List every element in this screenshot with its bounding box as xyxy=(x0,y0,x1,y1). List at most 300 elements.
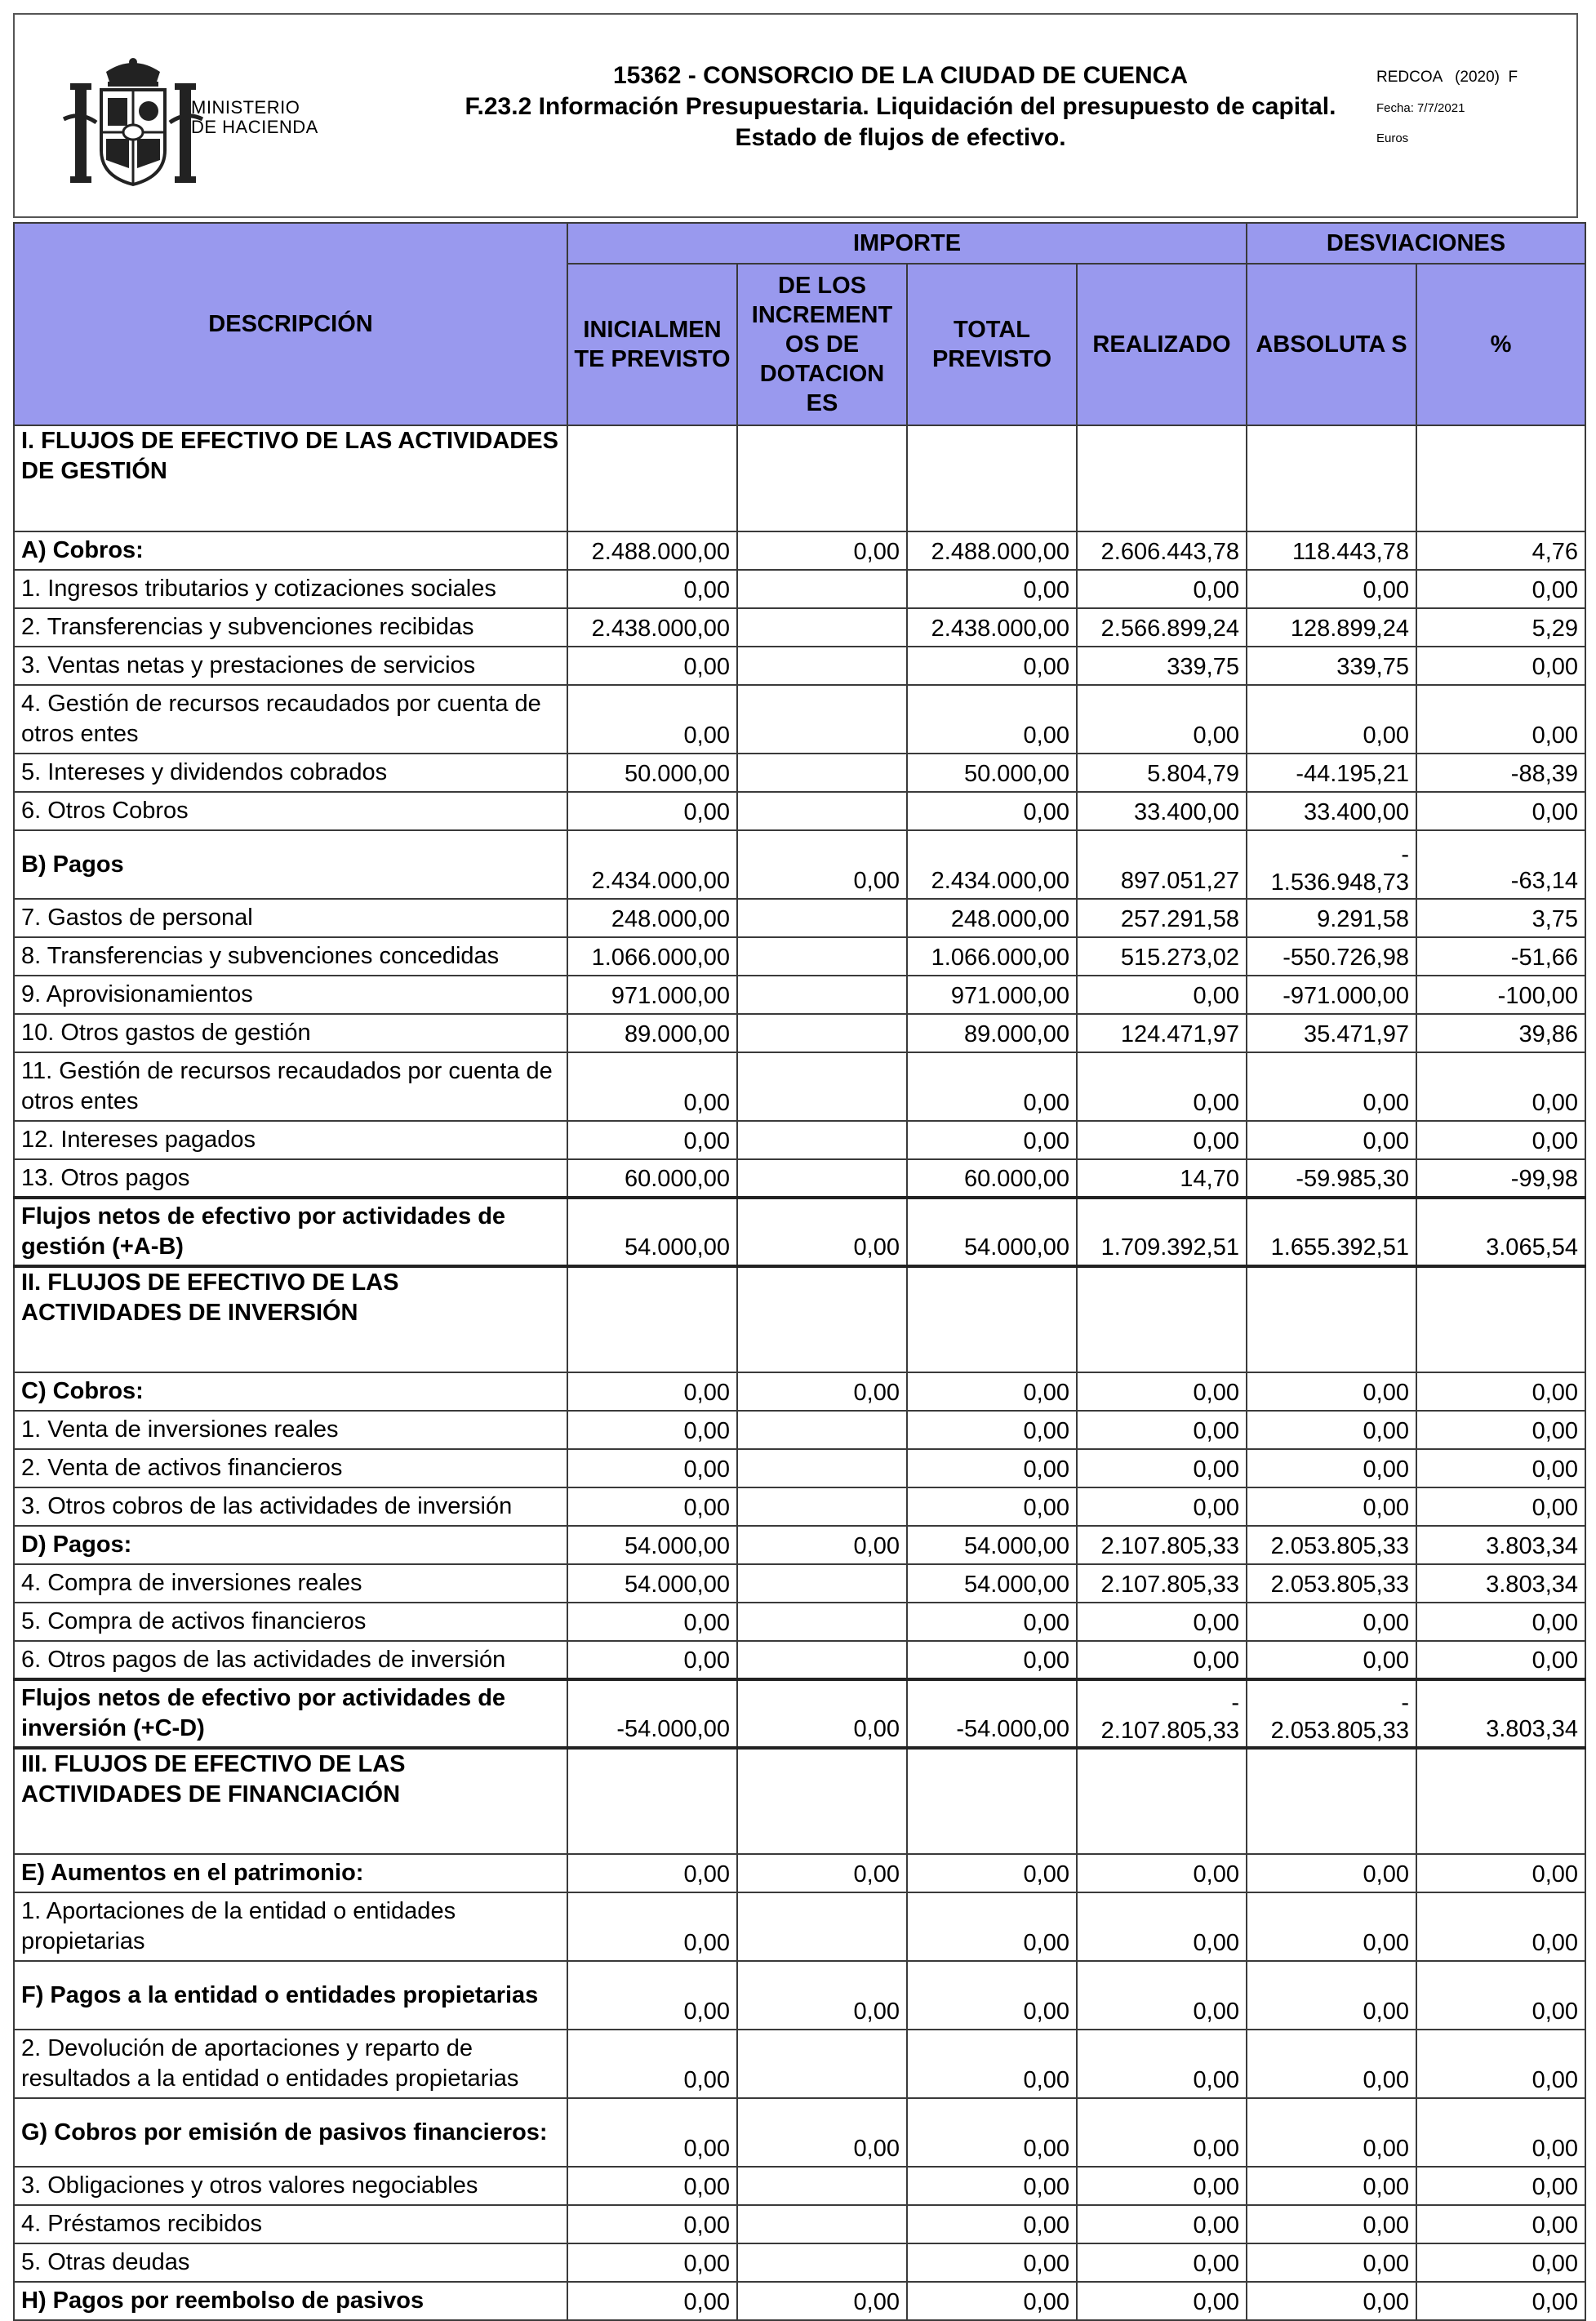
row-value: 0,00 xyxy=(1077,1372,1247,1411)
row-value: 0,00 xyxy=(567,1052,737,1121)
row-value: 3.803,34 xyxy=(1416,1564,1585,1603)
row-value: 0,00 xyxy=(567,1961,737,2030)
row-value: 0,00 xyxy=(737,1679,907,1748)
column-header-inicialmente-previsto: INICIALMEN TE PREVISTO xyxy=(567,264,737,425)
row-value: 118.443,78 xyxy=(1247,531,1416,570)
group-header-desviaciones: DESVIACIONES xyxy=(1247,223,1585,264)
table-row xyxy=(14,1892,1585,1961)
row-value: 0,00 xyxy=(907,647,1077,685)
row-value: 0,00 xyxy=(907,2098,1077,2167)
report-header xyxy=(13,13,1578,218)
row-value: -88,39 xyxy=(1416,754,1585,792)
row-value: 0,00 xyxy=(1416,2205,1585,2243)
row-value: 0,00 xyxy=(1077,1854,1247,1892)
row-value: 0,00 xyxy=(567,1121,737,1159)
row-value: 0,00 xyxy=(1077,2205,1247,2243)
row-value xyxy=(737,2205,907,2243)
row-value: 0,00 xyxy=(737,1198,907,1266)
row-value: 0,00 xyxy=(1416,1411,1585,1449)
row-value: -54.000,00 xyxy=(567,1679,737,1748)
row-value: 0,00 xyxy=(737,830,907,899)
row-value: -100,00 xyxy=(1416,976,1585,1014)
table-row xyxy=(14,1121,1585,1159)
row-value: 0,00 xyxy=(1416,1603,1585,1641)
row-value: 0,00 xyxy=(1247,2167,1416,2205)
row-value: 0,00 xyxy=(1247,2282,1416,2320)
table-row xyxy=(14,608,1585,647)
row-description: 4. Gestión de recursos recaudados por cuenta de otros entes xyxy=(14,685,567,754)
row-value: 3.803,34 xyxy=(1416,1679,1585,1748)
row-value: 0,00 xyxy=(1077,1449,1247,1487)
row-value: 0,00 xyxy=(1416,1449,1585,1487)
row-value: 0,00 xyxy=(1416,685,1585,754)
row-value: 0,00 xyxy=(907,2030,1077,2098)
column-header-realizado: REALIZADO xyxy=(1077,264,1247,425)
cash-flow-table xyxy=(13,222,1586,2321)
row-description: 6. Otros Cobros xyxy=(14,792,567,830)
row-value xyxy=(737,1564,907,1603)
row-description: 13. Otros pagos xyxy=(14,1159,567,1198)
row-value: 54.000,00 xyxy=(907,1526,1077,1564)
row-value: 9.291,58 xyxy=(1247,899,1416,937)
row-value: 0,00 xyxy=(1416,1121,1585,1159)
row-value: 2.438.000,00 xyxy=(907,608,1077,647)
table-row xyxy=(14,685,1585,754)
row-description: F) Pagos a la entidad o entidades propietarias xyxy=(14,1961,567,2030)
row-value: 0,00 xyxy=(1247,1854,1416,1892)
row-value: 0,00 xyxy=(1247,1449,1416,1487)
row-description: 2. Devolución de aportaciones y reparto de resultados a la entidad o entidades propietarias xyxy=(14,2030,567,2098)
row-value: -550.726,98 xyxy=(1247,937,1416,976)
row-value: 5,29 xyxy=(1416,608,1585,647)
row-description: Flujos netos de efectivo por actividades de gestión (+A-B) xyxy=(14,1198,567,1266)
row-description: III. FLUJOS DE EFECTIVO DE LAS ACTIVIDADES DE FINANCIACIÓN xyxy=(14,1748,567,1854)
row-value: 0,00 xyxy=(567,1449,737,1487)
row-value: 39,86 xyxy=(1416,1014,1585,1052)
row-value xyxy=(907,1748,1077,1854)
row-description: 2. Transferencias y subvenciones recibidas xyxy=(14,608,567,647)
table-row xyxy=(14,2243,1585,2282)
table-row xyxy=(14,2167,1585,2205)
row-value: 3.065,54 xyxy=(1416,1198,1585,1266)
row-value: 0,00 xyxy=(1077,1052,1247,1121)
table-row xyxy=(14,1266,1585,1372)
table-body xyxy=(14,425,1585,2320)
row-value: 248.000,00 xyxy=(907,899,1077,937)
row-value xyxy=(567,425,737,531)
report-title xyxy=(398,60,1403,153)
row-description: II. FLUJOS DE EFECTIVO DE LAS ACTIVIDADES DE INVERSIÓN xyxy=(14,1266,567,1372)
row-value: 2.488.000,00 xyxy=(907,531,1077,570)
row-value: 128.899,24 xyxy=(1247,608,1416,647)
row-value: 0,00 xyxy=(1416,1052,1585,1121)
row-value: 0,00 xyxy=(567,685,737,754)
ministry-name: MINISTERIO DE HACIENDA xyxy=(191,97,318,137)
table-row xyxy=(14,2098,1585,2167)
row-value: 2.434.000,00 xyxy=(907,830,1077,899)
row-description: 2. Venta de activos financieros xyxy=(14,1449,567,1487)
row-value xyxy=(737,647,907,685)
row-description: 4. Préstamos recibidos xyxy=(14,2205,567,2243)
row-value xyxy=(737,976,907,1014)
row-value xyxy=(1416,425,1585,531)
table-row xyxy=(14,1603,1585,1641)
table-row xyxy=(14,1564,1585,1603)
row-value xyxy=(737,570,907,608)
row-value: 3,75 xyxy=(1416,899,1585,937)
group-header-importe: IMPORTE xyxy=(567,223,1247,264)
row-value: 0,00 xyxy=(567,2282,737,2320)
row-value: 124.471,97 xyxy=(1077,1014,1247,1052)
row-value xyxy=(567,1266,737,1372)
table-row xyxy=(14,899,1585,937)
row-value: 0,00 xyxy=(737,531,907,570)
row-value: 2.053.805,33 xyxy=(1247,1564,1416,1603)
row-value xyxy=(1416,1266,1585,1372)
row-value: 0,00 xyxy=(1416,1641,1585,1679)
row-value: 54.000,00 xyxy=(567,1526,737,1564)
row-value xyxy=(737,1052,907,1121)
row-description: H) Pagos por reembolso de pasivos xyxy=(14,2282,567,2320)
row-value: 0,00 xyxy=(1247,685,1416,754)
form-subtitle: Estado de flujos de efectivo. xyxy=(735,124,1066,151)
row-value: - 1.536.948,73 xyxy=(1247,830,1416,899)
row-value: 0,00 xyxy=(1077,976,1247,1014)
row-description: 1. Venta de inversiones reales xyxy=(14,1411,567,1449)
row-value: 0,00 xyxy=(907,1641,1077,1679)
row-value: -44.195,21 xyxy=(1247,754,1416,792)
currency-unit: Euros xyxy=(1376,131,1409,145)
row-value: 0,00 xyxy=(907,1892,1077,1961)
row-value: 0,00 xyxy=(1077,2243,1247,2282)
report-date: Fecha: 7/7/2021 xyxy=(1376,101,1465,115)
row-value: 54.000,00 xyxy=(567,1564,737,1603)
row-value: 0,00 xyxy=(567,1641,737,1679)
row-description: D) Pagos: xyxy=(14,1526,567,1564)
row-value xyxy=(1077,1748,1247,1854)
row-value: 0,00 xyxy=(567,647,737,685)
row-value: 50.000,00 xyxy=(907,754,1077,792)
table-row xyxy=(14,1014,1585,1052)
row-value: 0,00 xyxy=(737,2098,907,2167)
row-value: 0,00 xyxy=(907,570,1077,608)
row-value: 50.000,00 xyxy=(567,754,737,792)
row-value: 0,00 xyxy=(1416,1372,1585,1411)
row-value xyxy=(737,1603,907,1641)
row-description: 5. Otras deudas xyxy=(14,2243,567,2282)
row-value: 0,00 xyxy=(567,570,737,608)
table-row xyxy=(14,1641,1585,1679)
entity-title: 15362 - CONSORCIO DE LA CIUDAD DE CUENCA xyxy=(613,62,1188,89)
row-value xyxy=(907,1266,1077,1372)
row-value: 0,00 xyxy=(1247,1052,1416,1121)
row-value: 515.273,02 xyxy=(1077,937,1247,976)
row-value: 0,00 xyxy=(1416,1961,1585,2030)
row-value xyxy=(737,792,907,830)
row-description: 9. Aprovisionamientos xyxy=(14,976,567,1014)
row-value: 2.488.000,00 xyxy=(567,531,737,570)
row-value: 0,00 xyxy=(567,2243,737,2282)
row-description: 7. Gastos de personal xyxy=(14,899,567,937)
row-value: 0,00 xyxy=(1247,1892,1416,1961)
row-value: -63,14 xyxy=(1416,830,1585,899)
row-value xyxy=(1077,425,1247,531)
row-value: 54.000,00 xyxy=(907,1198,1077,1266)
row-value: 0,00 xyxy=(1247,2243,1416,2282)
row-value: 60.000,00 xyxy=(907,1159,1077,1198)
row-value: 0,00 xyxy=(1416,2243,1585,2282)
row-value: 0,00 xyxy=(1247,1961,1416,2030)
row-value: 0,00 xyxy=(1416,1854,1585,1892)
row-value: 54.000,00 xyxy=(567,1198,737,1266)
row-value: -51,66 xyxy=(1416,937,1585,976)
row-value: 0,00 xyxy=(567,2205,737,2243)
row-value: 0,00 xyxy=(1416,2030,1585,2098)
row-value xyxy=(567,1748,737,1854)
row-value: 0,00 xyxy=(907,1052,1077,1121)
row-value: 339,75 xyxy=(1247,647,1416,685)
row-value: 897.051,27 xyxy=(1077,830,1247,899)
row-description: 1. Aportaciones de la entidad o entidades propietarias xyxy=(14,1892,567,1961)
row-description: 11. Gestión de recursos recaudados por cuenta de otros entes xyxy=(14,1052,567,1121)
row-value xyxy=(737,2030,907,2098)
row-value: 0,00 xyxy=(1077,1603,1247,1641)
table-row xyxy=(14,2282,1585,2320)
row-value: 0,00 xyxy=(737,1854,907,1892)
row-value xyxy=(737,1121,907,1159)
row-description: 6. Otros pagos de las actividades de inversión xyxy=(14,1641,567,1679)
row-description: B) Pagos xyxy=(14,830,567,899)
row-value: 0,00 xyxy=(907,792,1077,830)
table-row xyxy=(14,1854,1585,1892)
row-value: 0,00 xyxy=(1416,792,1585,830)
table-row xyxy=(14,976,1585,1014)
row-value: 33.400,00 xyxy=(1247,792,1416,830)
column-header-descripcion: DESCRIPCIÓN xyxy=(14,223,567,425)
column-header-incrementos: DE LOS INCREMENT OS DE DOTACION ES xyxy=(737,264,907,425)
row-value: 0,00 xyxy=(1416,2167,1585,2205)
row-value xyxy=(1247,1266,1416,1372)
column-header-absolutas: ABSOLUTA S xyxy=(1247,264,1416,425)
table-row xyxy=(14,570,1585,608)
row-value: 0,00 xyxy=(567,1372,737,1411)
row-value: 89.000,00 xyxy=(567,1014,737,1052)
row-value xyxy=(737,2243,907,2282)
row-value xyxy=(737,1266,907,1372)
row-value: 2.107.805,33 xyxy=(1077,1526,1247,1564)
table-row xyxy=(14,1198,1585,1266)
row-value: 0,00 xyxy=(567,2167,737,2205)
table-row xyxy=(14,425,1585,531)
row-value xyxy=(737,2167,907,2205)
table-row xyxy=(14,1449,1585,1487)
row-value xyxy=(907,425,1077,531)
row-value: 1.709.392,51 xyxy=(1077,1198,1247,1266)
row-description: 3. Otros cobros de las actividades de inversión xyxy=(14,1487,567,1526)
row-value: 248.000,00 xyxy=(567,899,737,937)
row-value: 3.803,34 xyxy=(1416,1526,1585,1564)
row-value: 0,00 xyxy=(1416,647,1585,685)
column-header-porcentaje: % xyxy=(1416,264,1585,425)
row-description: 4. Compra de inversiones reales xyxy=(14,1564,567,1603)
row-value: 0,00 xyxy=(1077,1961,1247,2030)
report-meta xyxy=(1376,69,1518,145)
row-value: 35.471,97 xyxy=(1247,1014,1416,1052)
row-value: 0,00 xyxy=(1416,2098,1585,2167)
row-description: 3. Ventas netas y prestaciones de servicios xyxy=(14,647,567,685)
row-value xyxy=(1416,1748,1585,1854)
row-value: 257.291,58 xyxy=(1077,899,1247,937)
row-value: 971.000,00 xyxy=(907,976,1077,1014)
row-value: 0,00 xyxy=(907,1487,1077,1526)
table-row xyxy=(14,1411,1585,1449)
row-value: 0,00 xyxy=(907,1854,1077,1892)
row-value xyxy=(737,1449,907,1487)
row-value: 1.066.000,00 xyxy=(907,937,1077,976)
row-value: 0,00 xyxy=(1077,2167,1247,2205)
row-value: 0,00 xyxy=(1077,2098,1247,2167)
table-row xyxy=(14,531,1585,570)
row-value: 0,00 xyxy=(1077,685,1247,754)
row-value: 0,00 xyxy=(567,2098,737,2167)
row-value xyxy=(737,937,907,976)
table-row xyxy=(14,1159,1585,1198)
row-value: 0,00 xyxy=(567,1411,737,1449)
table-row xyxy=(14,1961,1585,2030)
row-value: -971.000,00 xyxy=(1247,976,1416,1014)
row-value: 0,00 xyxy=(1077,1487,1247,1526)
row-value: 971.000,00 xyxy=(567,976,737,1014)
row-value: 33.400,00 xyxy=(1077,792,1247,830)
row-value: 0,00 xyxy=(907,1961,1077,2030)
row-value: 0,00 xyxy=(567,2030,737,2098)
row-value: 0,00 xyxy=(907,1121,1077,1159)
row-value: 0,00 xyxy=(1077,2282,1247,2320)
row-value: 339,75 xyxy=(1077,647,1247,685)
row-value: 0,00 xyxy=(907,685,1077,754)
row-description: A) Cobros: xyxy=(14,531,567,570)
row-value: 0,00 xyxy=(1247,1372,1416,1411)
row-value: 0,00 xyxy=(1416,570,1585,608)
row-value: 0,00 xyxy=(1077,1121,1247,1159)
row-value: 0,00 xyxy=(907,2205,1077,2243)
row-description: E) Aumentos en el patrimonio: xyxy=(14,1854,567,1892)
row-value: 0,00 xyxy=(737,1526,907,1564)
table-row xyxy=(14,647,1585,685)
row-value: 14,70 xyxy=(1077,1159,1247,1198)
row-value: 0,00 xyxy=(1247,1121,1416,1159)
row-value: 0,00 xyxy=(737,2282,907,2320)
row-value: 0,00 xyxy=(907,2243,1077,2282)
row-value: 1.655.392,51 xyxy=(1247,1198,1416,1266)
row-value xyxy=(737,1892,907,1961)
row-value: 0,00 xyxy=(737,1372,907,1411)
row-description: 3. Obligaciones y otros valores negociables xyxy=(14,2167,567,2205)
row-value: 0,00 xyxy=(1247,2098,1416,2167)
row-value: 0,00 xyxy=(1416,1487,1585,1526)
row-value: -59.985,30 xyxy=(1247,1159,1416,1198)
row-value: 4,76 xyxy=(1416,531,1585,570)
row-value: -54.000,00 xyxy=(907,1679,1077,1748)
row-value: 0,00 xyxy=(1077,1892,1247,1961)
row-value: 0,00 xyxy=(1247,1487,1416,1526)
row-value xyxy=(737,1014,907,1052)
row-value: 0,00 xyxy=(1077,1641,1247,1679)
row-value: 5.804,79 xyxy=(1077,754,1247,792)
row-value xyxy=(737,899,907,937)
row-description: Flujos netos de efectivo por actividades de inversión (+C-D) xyxy=(14,1679,567,1748)
row-value: 0,00 xyxy=(1247,570,1416,608)
row-value: 60.000,00 xyxy=(567,1159,737,1198)
row-value: 0,00 xyxy=(1247,1411,1416,1449)
row-value: 0,00 xyxy=(567,1892,737,1961)
table-row xyxy=(14,2030,1585,2098)
row-value: 0,00 xyxy=(567,1854,737,1892)
row-value: 2.053.805,33 xyxy=(1247,1526,1416,1564)
row-value: 0,00 xyxy=(907,1411,1077,1449)
table-row xyxy=(14,830,1585,899)
row-value: 2.438.000,00 xyxy=(567,608,737,647)
row-value xyxy=(1247,425,1416,531)
row-value xyxy=(737,685,907,754)
row-value xyxy=(737,1487,907,1526)
row-value xyxy=(1077,1266,1247,1372)
row-value: 0,00 xyxy=(567,1487,737,1526)
row-value xyxy=(737,1748,907,1854)
column-header-total-previsto: TOTAL PREVISTO xyxy=(907,264,1077,425)
row-value: - 2.053.805,33 xyxy=(1247,1679,1416,1748)
row-value xyxy=(737,608,907,647)
row-value: -99,98 xyxy=(1416,1159,1585,1198)
row-value xyxy=(737,1411,907,1449)
row-description: 5. Intereses y dividendos cobrados xyxy=(14,754,567,792)
row-value: 0,00 xyxy=(1247,1603,1416,1641)
row-value: 89.000,00 xyxy=(907,1014,1077,1052)
row-value: 0,00 xyxy=(907,1449,1077,1487)
row-value xyxy=(737,1159,907,1198)
row-value: 0,00 xyxy=(907,2167,1077,2205)
row-description: 10. Otros gastos de gestión xyxy=(14,1014,567,1052)
row-value: 2.606.443,78 xyxy=(1077,531,1247,570)
row-value: 0,00 xyxy=(907,2282,1077,2320)
row-value xyxy=(737,754,907,792)
row-value: 2.434.000,00 xyxy=(567,830,737,899)
row-value xyxy=(737,425,907,531)
row-value: 0,00 xyxy=(1077,570,1247,608)
row-description: 1. Ingresos tributarios y cotizaciones sociales xyxy=(14,570,567,608)
row-value: 0,00 xyxy=(1416,2282,1585,2320)
row-description: 8. Transferencias y subvenciones concedidas xyxy=(14,937,567,976)
table-row xyxy=(14,1487,1585,1526)
row-value: 0,00 xyxy=(1077,1411,1247,1449)
row-value xyxy=(737,1641,907,1679)
row-value: 2.566.899,24 xyxy=(1077,608,1247,647)
report-ref: REDCOA (2020) F xyxy=(1376,69,1518,86)
row-value: 0,00 xyxy=(907,1372,1077,1411)
form-title: F.23.2 Información Presupuestaria. Liquidación del presupuesto de capital. xyxy=(465,93,1336,120)
table-row xyxy=(14,754,1585,792)
table-row xyxy=(14,2205,1585,2243)
row-value: 0,00 xyxy=(1416,1892,1585,1961)
row-value: 0,00 xyxy=(567,1603,737,1641)
row-value: 0,00 xyxy=(907,1603,1077,1641)
row-description: G) Cobros por emisión de pasivos financieros: xyxy=(14,2098,567,2167)
table-row xyxy=(14,1679,1585,1748)
row-value: 0,00 xyxy=(1247,2205,1416,2243)
row-value xyxy=(1247,1748,1416,1854)
row-description: 12. Intereses pagados xyxy=(14,1121,567,1159)
table-row xyxy=(14,1052,1585,1121)
